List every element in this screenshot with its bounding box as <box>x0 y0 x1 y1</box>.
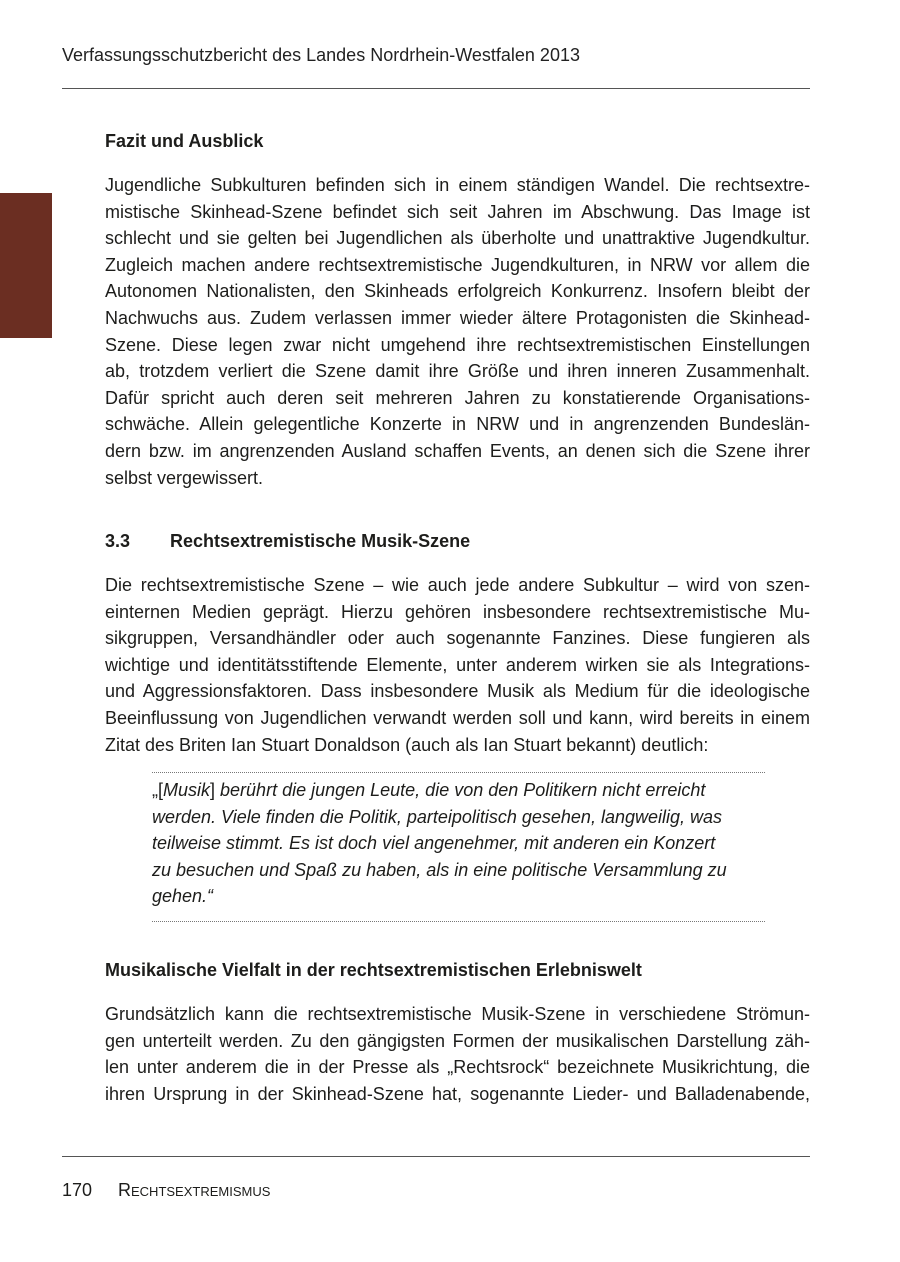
quote-divider-top <box>152 772 765 773</box>
text-line: und Aggressionsfaktoren. Dass insbesondere Musik als Medium für die ideologische <box>105 681 810 702</box>
text-line: len unter anderem die in der Presse als „Rechtsrock“ bezeichnete Musikrichtung, die <box>105 1057 810 1078</box>
text-line: sikgruppen, Versandhändler oder auch sogenannte Fanzines. Diese fungieren als <box>105 628 810 649</box>
text-line: Szene. Diese legen zwar nicht umgehend ihre rechtsextremistischen Einstellungen <box>105 334 810 355</box>
text-line: wichtige und identitätsstiftende Elemente, unter anderem wirken sie als Integrations- <box>105 654 810 675</box>
page-number: 170 <box>62 1180 93 1200</box>
text-line: Zugleich machen andere rechtsextremistische Jugendkulturen, in NRW vor allem die <box>105 254 810 275</box>
text-line: Nachwuchs aus. Zudem verlassen immer wieder ältere Protagonisten die Skinhead- <box>105 307 810 328</box>
text-line: Autonomen Nationalisten, den Skinheads erfolgreich Konkurrenz. Insofern bleibt der <box>105 281 810 302</box>
quote-line: „[Musik] berührt die jungen Leute, die von den Politikern nicht erreicht <box>152 780 706 800</box>
text-line: Zitat des Briten Ian Stuart Donaldson (auch als Ian Stuart bekannt) deutlich: <box>105 734 709 755</box>
text-line: schwäche. Allein gelegentliche Konzerte in NRW und in angrenzenden Bundeslän- <box>105 414 810 435</box>
chapter-title: Rechtsextremismus <box>118 1180 271 1200</box>
header-rule <box>62 88 810 89</box>
text-line: ihren Ursprung in der Skinhead-Szene hat, sogenannte Lieder- und Balladenabende, <box>105 1083 810 1104</box>
text-line: schlecht und sie gelten bei Jugendlichen als überholte und unattraktive Jugendkultur. <box>105 228 810 249</box>
quote-line: werden. Viele finden die Politik, parteipolitisch gesehen, langweilig, was <box>152 806 723 827</box>
text-line: dern bzw. im angrenzenden Ausland schaffen Events, an denen sich die Szene ihrer <box>105 440 810 461</box>
text-line: Dafür spricht auch deren seit mehreren Jahren zu konstatierende Organisations- <box>105 387 810 408</box>
text-line: gen unterteilt werden. Zu den gängigsten Formen der musikalischen Darstellung zäh- <box>105 1030 810 1051</box>
paragraph-vielfalt <box>105 1001 810 1107</box>
paragraph-musik-szene <box>105 572 810 758</box>
quote-line: teilweise stimmt. Es ist doch viel angenehmer, mit anderen ein Konzert <box>152 833 716 854</box>
text-line: ab, trotzdem verliert die Szene damit ihre Größe und ihren inneren Zusammenhalt. <box>105 361 810 382</box>
text-line: mistische Skinhead-Szene befindet sich seit Jahren im Abschwung. Das Image ist <box>105 201 810 222</box>
text-line: Grundsätzlich kann die rechtsextremistische Musik-Szene in verschiedene Strömun- <box>105 1004 810 1024</box>
text-line: Die rechtsextremistische Szene – wie auch jede andere Subkultur – wird von szen- <box>105 575 810 595</box>
text-line: Jugendliche Subkulturen befinden sich in einem ständigen Wandel. Die rechtsextre- <box>105 175 810 195</box>
block-quote <box>152 777 765 910</box>
text-line: einternen Medien geprägt. Hierzu gehören insbesondere rechtsextremistische Mu- <box>105 601 810 622</box>
text-line: Beeinflussung von Jugendlichen verwandt werden soll und kann, wird bereits in einem <box>105 707 810 728</box>
chapter-tab-marker <box>0 193 52 338</box>
quote-divider-bottom <box>152 921 765 922</box>
running-header: Verfassungsschutzbericht des Landes Nordrhein-Westfalen 2013 <box>62 45 580 65</box>
section-heading-vielfalt: Musikalische Vielfalt in der rechtsextremistischen Erlebniswelt <box>105 960 642 980</box>
section-number: 3.3 <box>105 531 131 551</box>
quote-line: zu besuchen und Spaß zu haben, als in eine politische Versammlung zu <box>152 859 727 880</box>
section-heading-musik-szene: Rechtsextremistische Musik-Szene <box>170 531 471 551</box>
footer-rule <box>62 1156 810 1157</box>
section-heading-fazit: Fazit und Ausblick <box>105 131 264 151</box>
paragraph-fazit <box>105 172 810 491</box>
text-line: selbst vergewissert. <box>105 467 264 488</box>
quote-line: gehen.“ <box>152 886 214 907</box>
